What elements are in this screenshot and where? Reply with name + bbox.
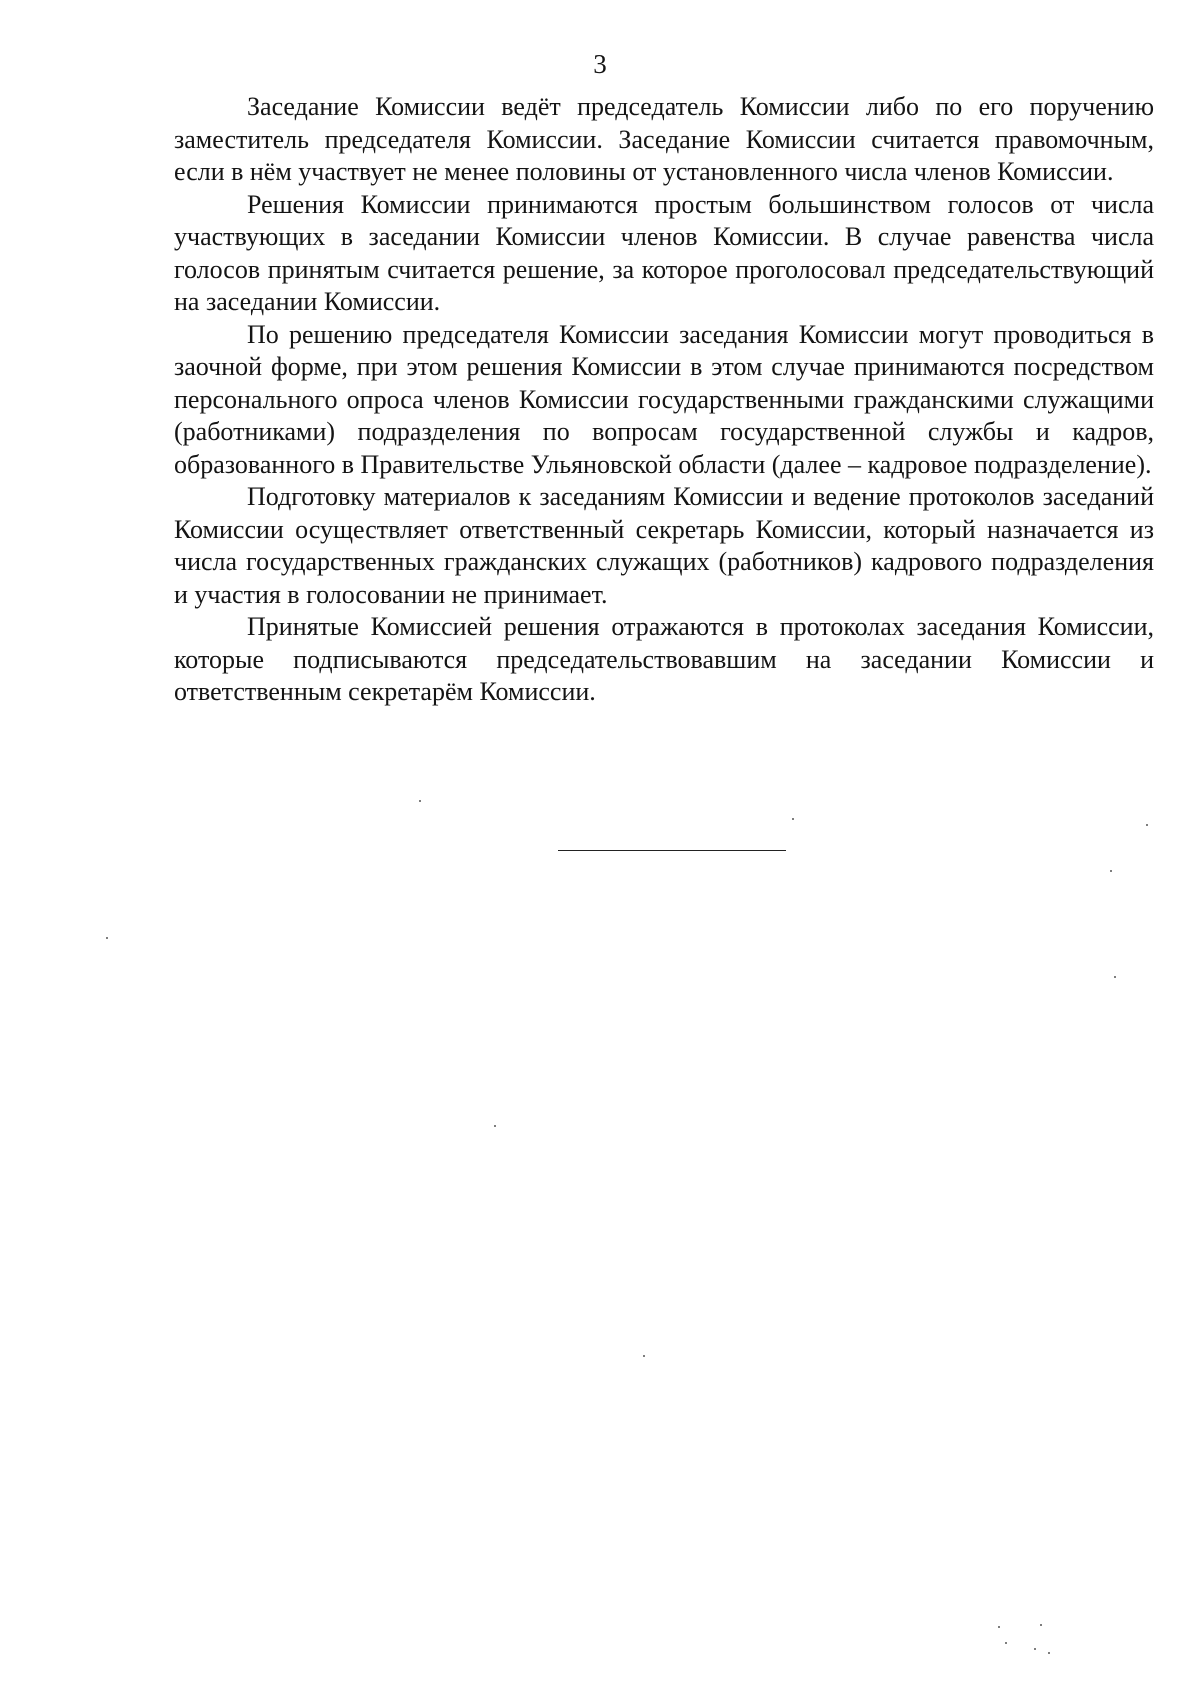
scan-speck <box>1146 824 1148 826</box>
scan-speck <box>419 800 421 802</box>
paragraph-protocols: Принятые Комиссией решения отражаются в протоколах заседания Комиссии, которые подписываются председательствовавшим на заседании Комиссии и ответственным секретарём Комиссии. <box>174 612 1154 706</box>
document-body <box>174 91 1154 709</box>
scan-speck <box>792 818 794 820</box>
scan-speck <box>643 1355 645 1357</box>
scan-speck <box>1048 1652 1050 1654</box>
scan-speck <box>106 937 108 939</box>
scan-speck <box>1110 870 1112 872</box>
page-number: 3 <box>593 49 607 79</box>
scan-speck <box>998 1626 1000 1628</box>
paragraph-executive-secretary: Подготовку материалов к заседаниям Комиссии и ведение протоколов заседаний Комиссии осуществляет ответственный секретарь Комиссии, который назначается из числа государственных гражданских служащих (работников) кадрового подразделения и участия в голосовании не принимает. <box>174 482 1154 609</box>
scan-speck <box>1040 1624 1042 1626</box>
paragraph-absentee-meetings: По решению председателя Комиссии заседания Комиссии могут проводиться в заочной форме, при этом решения Комиссии в этом случае принимаются посредством персонального опроса членов Комиссии государственными гражданскими служащими (работниками) подразделения по вопросам государственной службы и кадров, образованного в Правительстве Ульяновской области (далее – кадровое подразделение). <box>174 319 1154 479</box>
end-of-text-divider <box>558 850 786 851</box>
scan-speck <box>1034 1648 1036 1650</box>
scan-speck <box>494 1125 496 1127</box>
scan-speck <box>1114 976 1116 978</box>
scan-speck <box>1005 1642 1007 1644</box>
paragraph-voting-decisions: Решения Комиссии принимаются простым большинством голосов от числа участвующих в заседании Комиссии членов Комиссии. В случае равенства числа голосов принятым считается решение, за которое проголосовал председательствующий на заседании Комиссии. <box>174 189 1154 316</box>
paragraph-meeting-chair: Заседание Комиссии ведёт председатель Комиссии либо по его поручению заместитель председателя Комиссии. Заседание Комиссии считается правомочным, если в нём участвует не менее половины от установленного числа членов Комиссии. <box>174 92 1154 186</box>
